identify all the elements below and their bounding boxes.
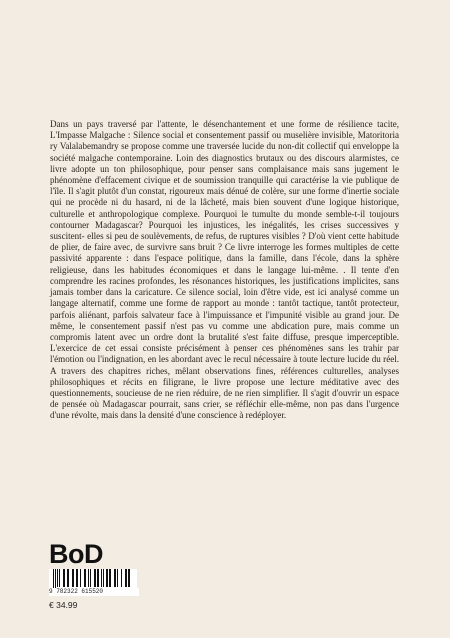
barcode-bar: [88, 569, 89, 587]
isbn-digits: 9 782322 615520: [49, 588, 139, 596]
barcode-bar: [59, 569, 60, 587]
price-label: € 34.99: [49, 600, 78, 610]
isbn-barcode: [49, 569, 137, 589]
barcode-bar: [101, 569, 102, 587]
back-cover-blurb: Dans un pays traversé par l'attente, le désenchantement et une forme de résilience tacite, L'Impasse Malgache : Silence social et consentement passif ou muselière invisible, Matoritoria ry Valalabemandry se propose comme une traversée lucide du non-dit collectif qui enveloppe la société malgache contemporaine. Loin des diagnostics brutaux ou des discours alarmistes, ce livre adopte un ton philosophique, pour penser sans complaisance mais sans jugement le phénomène d'effacement civique et de soumission tranquille qui caractérise la vie publique de l'île. Il s'agit plutôt d'un constat, rigoureux mais dénué de colère, sur une forme d'inertie sociale qui ne procède ni du hasard, ni de la lâcheté, mais bien souvent d'une logique historique, culturelle et anthropologique complexe. Pourquoi le tumulte du monde semble-t-il toujours contourner Madagascar? Pourquoi les injustices, les inégalités, les crises successives y suscitent- elles si peu de soulèvements, de refus, de ruptures visibles ? D'où vient cette habitude de plier, de faire avec, de survivre sans bruit ? Ce livre interroge les formes multiples de cette passivité apparente : dans l'espace politique, dans la famille, dans l'école, dans la sphère religieuse, dans les habitudes économiques et dans le langage lui-même. . Il tente d'en comprendre les racines profondes, les résonances historiques, les justifications implicites, sans jamais tomber dans la caricature. Ce silence social, loin d'être vide, est ici analysé comme un langage alternatif, comme une forme de rapport au monde : tantôt tactique, tantôt protecteur, parfois aliénant, parfois salvateur face à l'impuissance et l'impunité visible au grand jour. De même, le consentement passif n'est pas vu comme une abdication pure, mais comme un compromis latent avec un ordre dont la brutalité s'est faite diffuse, presque imperceptible. L'exercice de cet essai consiste précisément à penser ces phénomènes sans les trahir par l'émotion ou l'indignation, en les abordant avec le recul nécessaire à toute lecture lucide du réel. A travers des chapitres riches, mêlant observations fines, références culturelles, analyses philosophiques et récits en filigrane, le livre propose une lecture méditative avec des questionnements, soucieuse de ne rien réduire, de ne rien simplifier. Il s'agit d'ouvrir un espace de pensée où Madagascar pourrait, sans crier, se réfléchir elle-même, non pas dans l'urgence d'une révolte, mais dans la densité d'une conscience à redéployer.: [50, 119, 399, 421]
barcode-bar: [57, 569, 58, 587]
barcode-bar: [76, 569, 78, 587]
barcode-bar: [84, 569, 86, 587]
barcode-bar: [109, 569, 111, 587]
barcode-bar: [125, 569, 127, 587]
barcode-bar: [90, 569, 91, 587]
publisher-logo: BoD: [49, 539, 103, 569]
barcode-bar: [63, 569, 65, 587]
barcode-bar: [106, 569, 108, 587]
barcode-bar: [53, 569, 54, 589]
barcode-bar: [103, 569, 104, 587]
barcode-bar: [67, 569, 69, 587]
barcode-bar: [114, 569, 116, 587]
barcode-bar: [128, 569, 130, 587]
barcode-bar: [117, 569, 118, 587]
barcode-bar: [55, 569, 56, 589]
barcode-bar: [80, 569, 81, 587]
barcode-bar: [72, 569, 74, 587]
barcode-bar: [121, 569, 122, 587]
barcode-bar: [97, 569, 99, 587]
barcode-bar: [94, 569, 96, 587]
